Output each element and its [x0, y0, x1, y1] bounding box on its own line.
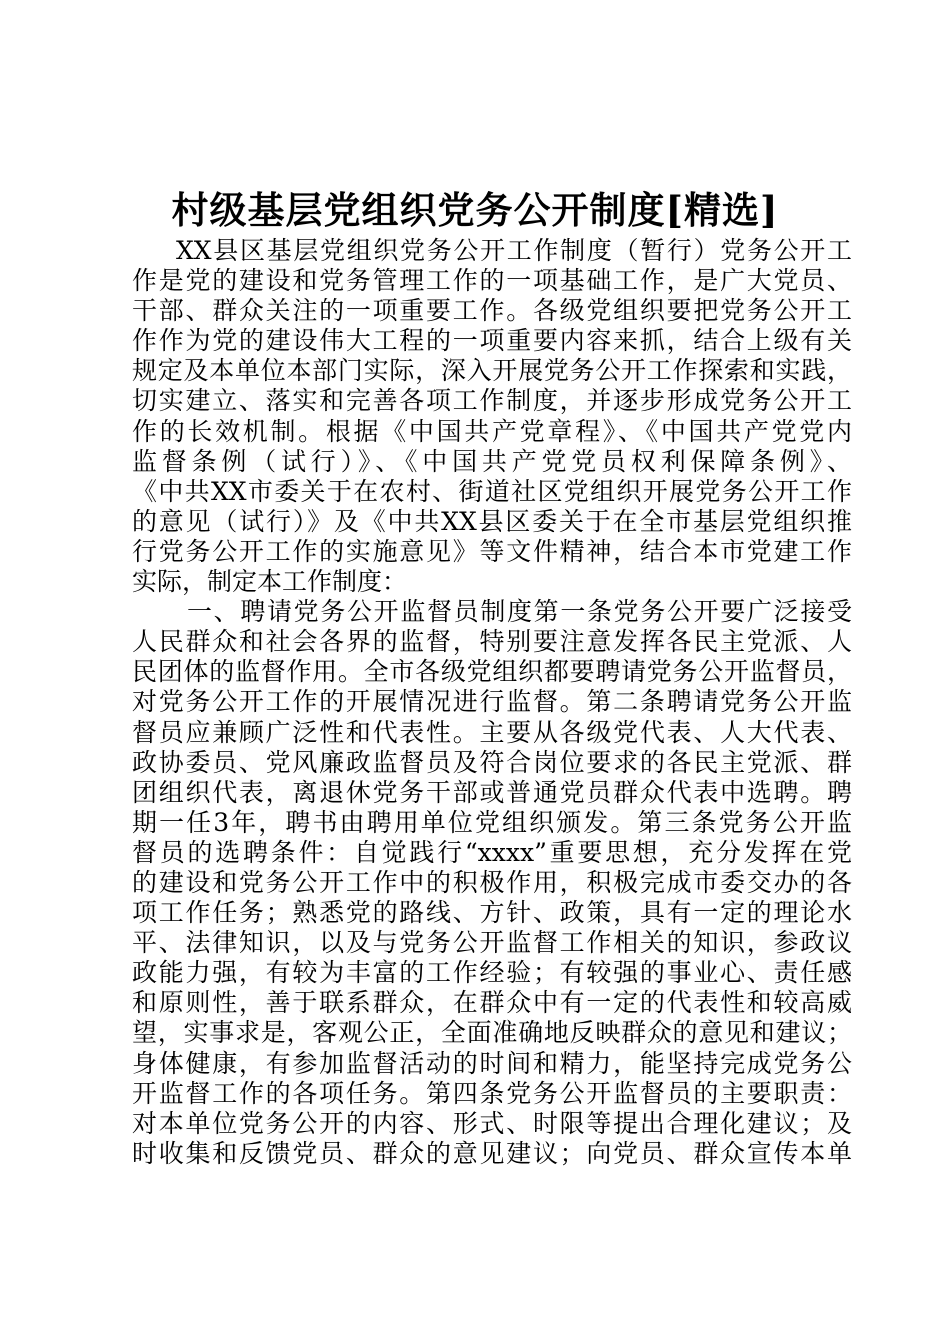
paragraph-line: 期一任3年，聘书由聘用单位党组织颁发。第三条党务公开监	[132, 807, 852, 837]
paragraph-line: 政协委员、党风廉政监督员及符合岗位要求的各民主党派、群	[132, 747, 852, 777]
paragraph-line: 平、法律知识，以及与党务公开监督工作相关的知识，参政议	[132, 928, 852, 958]
paragraph-line: 的意见（试行）》及《中共XX县区委关于在全市基层党组织推	[132, 506, 852, 536]
paragraph-line: 作是党的建设和党务管理工作的一项基础工作，是广大党员、	[132, 266, 852, 296]
paragraph-line: 开监督工作的各项任务。第四条党务公开监督员的主要职责：	[132, 1078, 852, 1108]
paragraph-line: 作的长效机制。根据《中国共产党章程》、《中国共产党党内	[132, 416, 852, 446]
paragraph-line: 身体健康，有参加监督活动的时间和精力，能坚持完成党务公	[132, 1048, 852, 1078]
document-body	[132, 236, 852, 1169]
paragraph-line: 政能力强，有较为丰富的工作经验；有较强的事业心、责任感	[132, 958, 852, 988]
paragraph-line: 实际，制定本工作制度：	[132, 567, 408, 597]
paragraph-line: 的建设和党务公开工作中的积极作用，积极完成市委交办的各	[132, 867, 852, 897]
paragraph-line: 项工作任务；熟悉党的路线、方针、政策，具有一定的理论水	[132, 898, 852, 928]
paragraph-line: 对本单位党务公开的内容、形式、时限等提出合理化建议；及	[132, 1108, 852, 1138]
paragraph-line: 督员应兼顾广泛性和代表性。主要从各级党代表、人大代表、	[132, 717, 852, 747]
paragraph-line: 规定及本单位本部门实际，深入开展党务公开工作探索和实践，	[132, 356, 852, 386]
paragraph-line: 切实建立、落实和完善各项工作制度，并逐步形成党务公开工	[132, 386, 852, 416]
paragraph-line: 民团体的监督作用。全市各级党组织都要聘请党务公开监督员，	[132, 657, 852, 687]
paragraph-line: 作作为党的建设伟大工程的一项重要内容来抓，结合上级有关	[132, 326, 852, 356]
paragraph-line: 干部、群众关注的一项重要工作。各级党组织要把党务公开工	[132, 296, 852, 326]
paragraph-line: 人民群众和社会各界的监督，特别要注意发挥各民主党派、人	[132, 627, 852, 657]
paragraph-line: 望，实事求是，客观公正，全面准确地反映群众的意见和建议；	[132, 1018, 852, 1048]
paragraph-line: 监督条例（试行）》、《中国共产党党员权利保障条例》、	[132, 446, 852, 476]
document-title: 村级基层党组织党务公开制度[精选]	[171, 188, 779, 232]
paragraph-line: XX县区基层党组织党务公开工作制度（暂行）党务公开工	[176, 236, 852, 265]
paragraph-line: 督员的选聘条件：自觉践行“xxxx”重要思想，充分发挥在党	[132, 837, 852, 867]
paragraph-line: 团组织代表，离退休党务干部或普通党员群众代表中选聘。聘	[132, 777, 852, 807]
paragraph-line: 《中共XX市委关于在农村、街道社区党组织开展党务公开工作	[132, 476, 852, 506]
paragraph-line: 行党务公开工作的实施意见》等文件精神，结合本市党建工作	[132, 536, 852, 566]
paragraph-line: 一、聘请党务公开监督员制度第一条党务公开要广泛接受	[187, 597, 852, 627]
paragraph-line: 对党务公开工作的开展情况进行监督。第二条聘请党务公开监	[132, 687, 852, 717]
paragraph-line: 和原则性，善于联系群众，在群众中有一定的代表性和较高威	[132, 988, 852, 1018]
paragraph-line: 时收集和反馈党员、群众的意见建议；向党员、群众宣传本单	[132, 1138, 852, 1168]
